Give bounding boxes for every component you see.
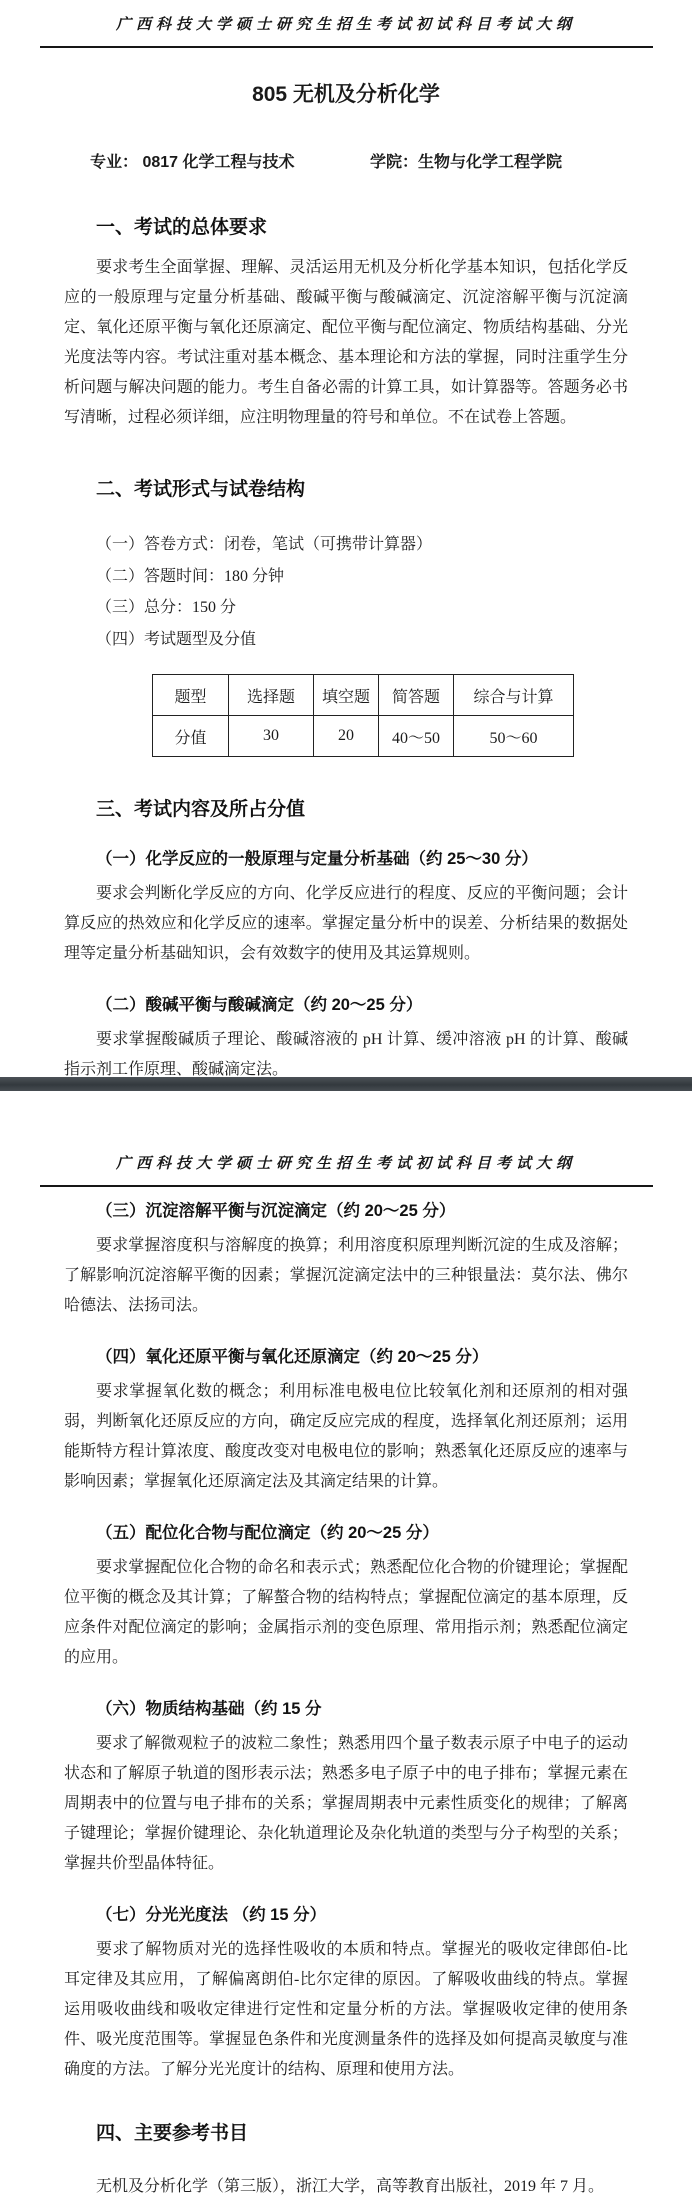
section2-heading: 二、考试形式与试卷结构 xyxy=(96,479,306,500)
major-label: 专业： 0817 化学工程与技术 xyxy=(90,154,295,171)
subsection-paragraph: 要求掌握溶度积与溶解度的换算；利用溶度积原理判断沉淀的生成及溶解；了解影响沉淀溶解平衡的因素；掌握沉淀滴定法中的三种银量法：莫尔法、佛尔哈德法、法扬司法。 xyxy=(64,1237,628,1314)
subsection-paragraph: 要求了解物质对光的选择性吸收的本质和特点。掌握光的吸收定律郎伯-比耳定律及其应用，了解偏离朗伯-比尔定律的原因。了解吸收曲线的特点。掌握运用吸收曲线和吸收定律进行定性和定量分析的方法。掌握吸收定律的使用条件、吸光度范围等。掌握显色条件和光度测量条件的选择及如何提高灵敏度与准确度的方法。了解分光光度计的结构、原理和使用方法。 xyxy=(64,1941,628,2078)
meta-row xyxy=(0,149,692,171)
header-divider xyxy=(40,1185,653,1187)
page-header-title: 广西科技大学硕士研究生招生考试初试科目考试大纲 xyxy=(115,1154,576,1172)
table-header-cell: 简答题 xyxy=(379,675,454,716)
subsection-paragraph: 要求掌握配位化合物的命名和表示式；熟悉配位化合物的价键理论；掌握配位平衡的概念及其计算；了解螯合物的结构特点；掌握配位滴定的基本原理，反应条件对配位滴定的影响；金属指示剂的变色原理、常用指示剂；熟悉配位滴定的应用。 xyxy=(64,1559,628,1666)
subsection-paragraph: 要求了解微观粒子的波粒二象性；熟悉用四个量子数表示原子中电子的运动状态和了解原子轨道的图形表示法；熟悉多电子原子中的电子排布；掌握元素在周期表中的位置与电子排布的关系；掌握周期表中元素性质变化的规律；了解离子键理论；掌握价键理论、杂化轨道理论及杂化轨道的类型与分子构型的关系；掌握共价型晶体特征。 xyxy=(64,1735,628,1872)
section1-heading: 一、考试的总体要求 xyxy=(96,217,268,238)
section2-item: （二）答题时间：180 分钟 xyxy=(96,567,285,585)
table-cell: 50～60 xyxy=(454,716,574,757)
table-header-cell: 题型 xyxy=(153,675,229,716)
subsection-heading: （四）氧化还原平衡与氧化还原滴定（约 20～25 分） xyxy=(96,1348,489,1366)
subsection-heading: （三）沉淀溶解平衡与沉淀滴定（约 20～25 分） xyxy=(96,1202,456,1220)
table-cell: 分值 xyxy=(153,716,229,757)
subsection-heading: （七）分光光度法 （约 15 分） xyxy=(96,1906,327,1924)
table-value-row xyxy=(153,716,574,757)
table-header-cell: 综合与计算 xyxy=(454,675,574,716)
school-label: 学院：生物与化学工程学院 xyxy=(370,154,563,171)
subsection-heading: （一）化学反应的一般原理与定量分析基础（约 25～30 分） xyxy=(96,850,538,868)
score-table xyxy=(152,674,574,757)
table-cell: 40～50 xyxy=(379,716,454,757)
section2-item: （四）考试题型及分值 xyxy=(96,630,257,648)
section4-heading: 四、主要参考书目 xyxy=(96,2123,249,2144)
page-header-title: 广西科技大学硕士研究生招生考试初试科目考试大纲 xyxy=(115,15,576,33)
document-page-1 xyxy=(0,0,692,1077)
subsection-heading: （五）配位化合物与配位滴定（约 20～25 分） xyxy=(96,1524,439,1542)
section3-heading: 三、考试内容及所占分值 xyxy=(96,799,306,820)
header-divider xyxy=(40,46,653,48)
subsection-paragraph: 要求掌握酸碱质子理论、酸碱溶液的 pH 计算、缓冲溶液 pH 的计算、酸碱指示剂工作原理、酸碱滴定法。 xyxy=(64,1031,628,1078)
subsection-paragraph: 要求掌握氧化数的概念；利用标准电极电位比较氧化剂和还原剂的相对强弱，判断氧化还原反应的方向，确定反应完成的程度，选择氧化剂还原剂；运用能斯特方程计算浓度、酸度改变对电极电位的影响；熟悉氧化还原反应的速率与影响因素；掌握氧化还原滴定法及其滴定结果的计算。 xyxy=(64,1383,628,1490)
table-cell: 30 xyxy=(229,716,314,757)
reference-entry: 无机及分析化学（第三版），浙江大学，高等教育出版社，2019 年 7 月。 xyxy=(96,2178,605,2195)
page1-content xyxy=(0,215,692,1130)
document-page-2 xyxy=(0,1091,692,2195)
section2-item: （三）总分：150 分 xyxy=(96,599,237,616)
document-title: 805 无机及分析化学 xyxy=(252,83,440,106)
section2-item: （一）答卷方式：闭卷，笔试（可携带计算器） xyxy=(96,536,433,553)
table-header-row xyxy=(153,675,574,716)
subsection-heading: （二）酸碱平衡与酸碱滴定（约 20～25 分） xyxy=(96,996,423,1014)
page2-content xyxy=(0,1200,692,2202)
table-header-cell: 选择题 xyxy=(229,675,314,716)
section1-paragraph: 要求考生全面掌握、理解、灵活运用无机及分析化学基本知识，包括化学反应的一般原理与定量分析基础、酸碱平衡与酸碱滴定、沉淀溶解平衡与沉淀滴定、氧化还原平衡与氧化还原滴定、配位平衡与配位滴定、物质结构基础、分光光度法等内容。考试注重对基本概念、基本理论和方法的掌握，同时注重学生分析问题与解决问题的能力。考生自备必需的计算工具，如计算器等。答题务必书写清晰，过程必须详细，应注明物理量的符号和单位。不在试卷上答题。 xyxy=(64,259,628,426)
table-header-cell: 填空题 xyxy=(314,675,379,716)
subsection-heading: （六）物质结构基础（约 15 分 xyxy=(96,1700,322,1718)
subsection-paragraph: 要求会判断化学反应的方向、化学反应进行的程度、反应的平衡问题；会计算反应的热效应和化学反应的速率。掌握定量分析中的误差、分析结果的数据处理等定量分析基础知识，会有效数字的使用及其运算规则。 xyxy=(64,885,628,962)
table-cell: 20 xyxy=(314,716,379,757)
